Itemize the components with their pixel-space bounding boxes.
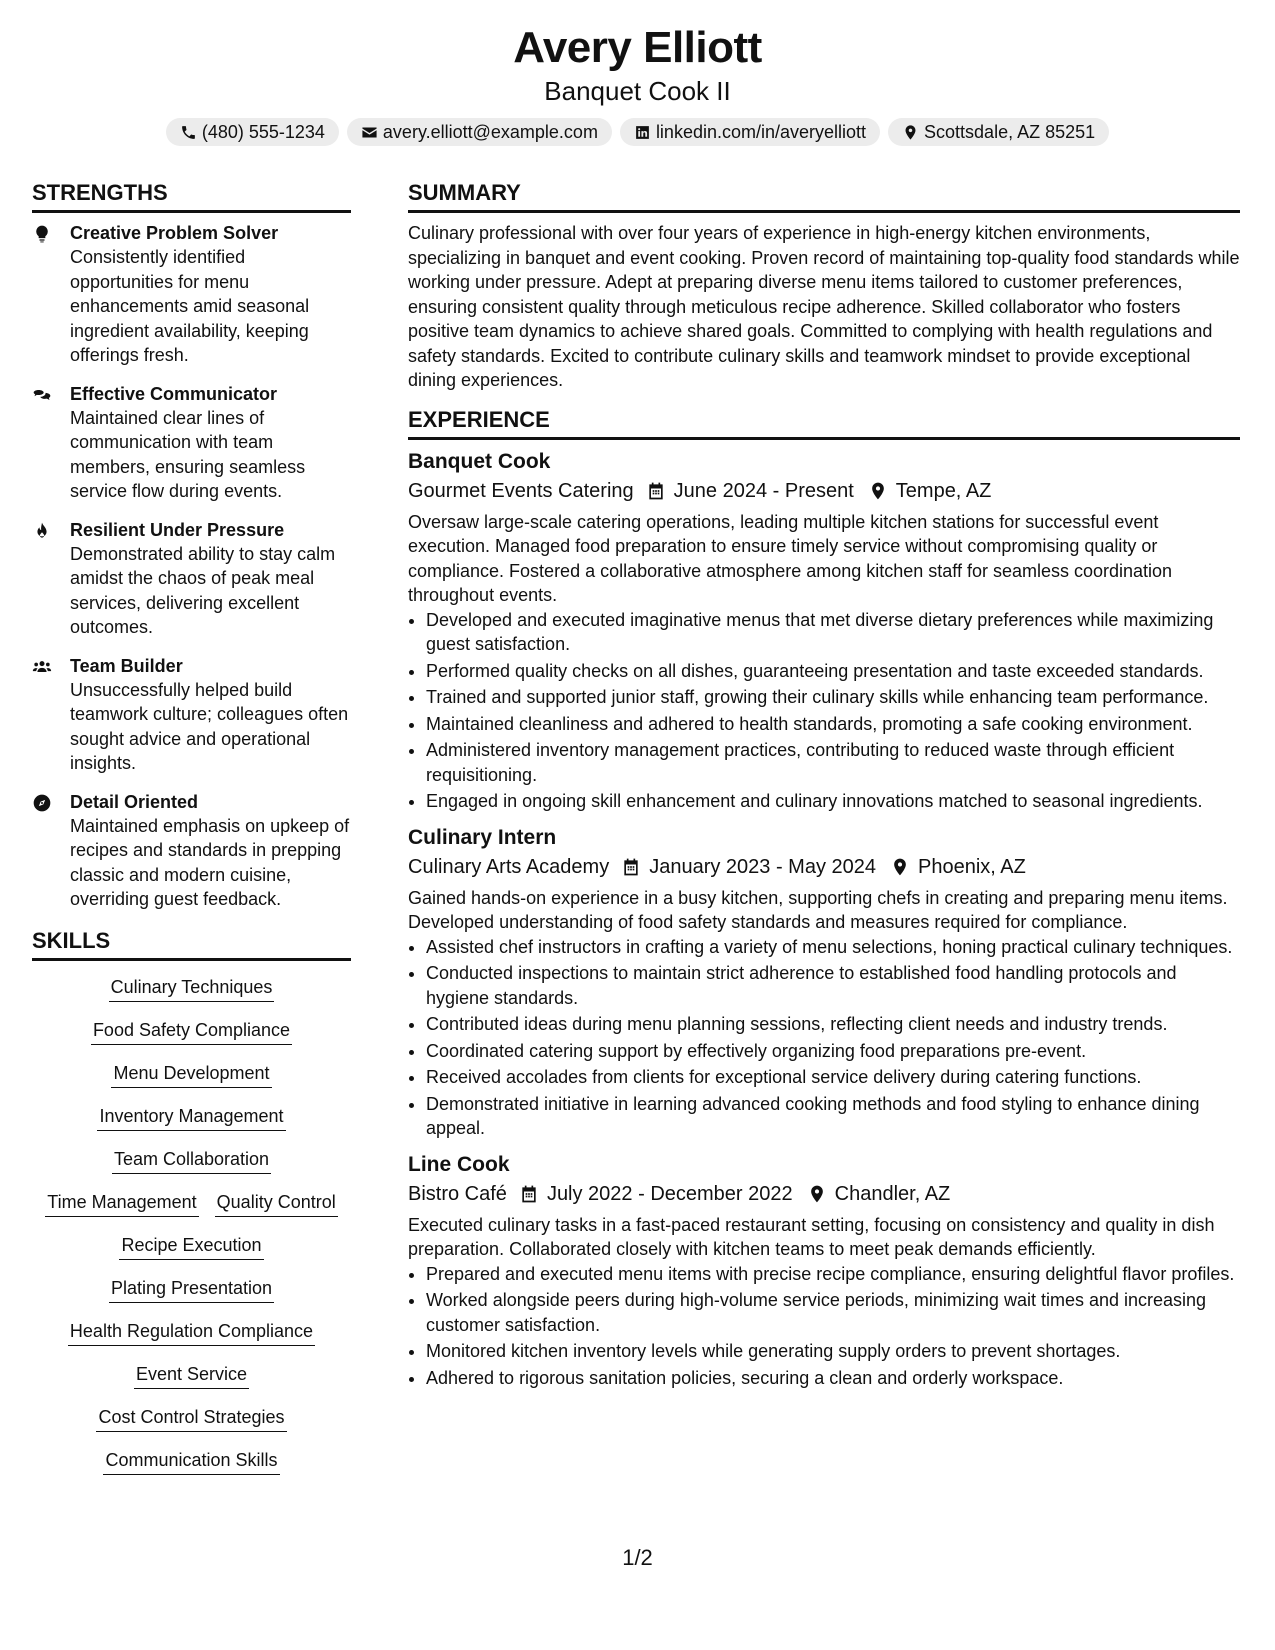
linkedin-icon (634, 124, 651, 141)
skill-tag: Health Regulation Compliance (68, 1319, 315, 1346)
strengths-heading: STRENGTHS (32, 178, 351, 213)
skill-tag: Time Management (45, 1190, 198, 1217)
job-entry (408, 1151, 1240, 1391)
map-pin-icon (868, 481, 888, 501)
job-description: Gained hands-on experience in a busy kitchen, supporting chefs in creating and preparing menu items. Developed understanding of food safety standards and measures required for compliance. (408, 887, 1228, 932)
strength-title: Effective Communicator (70, 383, 278, 404)
experience-heading: EXPERIENCE (408, 405, 1240, 440)
job-location: Chandler, AZ (834, 1182, 951, 1205)
list-item: • Coordinated catering support by effectively organizing food preparations pre-event. (426, 1039, 1240, 1064)
map-pin-icon (902, 124, 919, 141)
summary-text: Culinary professional with over four years of experience in high-energy kitchen environments, specializing in banquet and event cooking. Proven record of maintaining top-quality food standards while working under pressure. Adept at preparing diverse menu items tailored to customer preferences, ensuring consistent quality through meticulous recipe adherence. Skilled collaborator who fosters positive team dynamics to achieve shared goals. Committed to complying with health regulations and safety standards. Excited to contribute culinary skills and teamwork mindset to provide exceptional dining experiences. (408, 223, 1240, 390)
list-item: • Contributed ideas during menu planning sessions, reflecting client needs and industry trends. (426, 1012, 1240, 1037)
skill-tag: Quality Control (215, 1190, 338, 1217)
job-location: Tempe, AZ (895, 479, 992, 502)
skills-heading: SKILLS (32, 926, 351, 961)
job-title: Culinary Intern (408, 825, 557, 849)
skills-list (32, 975, 351, 1475)
strength-title: Team Builder (70, 655, 183, 676)
job-dates: July 2022 - December 2022 (546, 1182, 793, 1205)
list-item: • Conducted inspections to maintain strict adherence to established food handling protocols and hygiene standards. (426, 961, 1240, 1010)
phone-icon (180, 124, 197, 141)
strength-item (32, 654, 351, 776)
contact-phone[interactable] (166, 118, 339, 146)
calendar-icon (621, 857, 641, 877)
phone-text: (480) 555-1234 (201, 122, 325, 142)
strength-desc: Consistently identified opportunities for menu enhancements amid seasonal ingredient availability, keeping offerings fresh. (70, 247, 310, 365)
calendar-icon (646, 481, 666, 501)
contact-linkedin[interactable] (620, 118, 880, 146)
calendar-icon (519, 1184, 539, 1204)
list-item: • Trained and supported junior staff, growing their culinary skills while enhancing team performance. (426, 685, 1240, 710)
job-dates: June 2024 - Present (673, 479, 854, 502)
job-entry (408, 824, 1240, 1141)
right-column (408, 178, 1240, 1400)
page-number: 1/2 (622, 1545, 653, 1570)
list-item: • Adhered to rigorous sanitation policies, securing a clean and orderly workspace. (426, 1366, 1240, 1391)
list-item: • Prepared and executed menu items with precise recipe compliance, ensuring delightful flavor profiles. (426, 1262, 1240, 1287)
skill-tag: Inventory Management (97, 1104, 285, 1131)
map-pin-icon (890, 857, 910, 877)
users-icon (32, 657, 52, 677)
candidate-name: Avery Elliott (513, 23, 762, 72)
resume-header (0, 22, 1275, 146)
job-meta (408, 476, 1240, 506)
list-item: • Assisted chef instructors in crafting a variety of menu selections, honing practical culinary techniques. (426, 935, 1240, 960)
list-item: • Received accolades from clients for exceptional service delivery during catering functions. (426, 1065, 1240, 1090)
skill-tag: Menu Development (111, 1061, 271, 1088)
fire-icon (32, 521, 52, 541)
strength-item (32, 221, 351, 368)
job-meta (408, 1179, 1240, 1209)
job-title: Banquet Cook (408, 449, 551, 473)
strength-title: Detail Oriented (70, 791, 199, 812)
list-item: • Demonstrated initiative in learning advanced cooking methods and food styling to enhance dining appeal. (426, 1092, 1240, 1141)
list-item: • Worked alongside peers during high-volume service periods, minimizing wait times and increasing customer satisfaction. (426, 1288, 1240, 1337)
skill-tag: Food Safety Compliance (91, 1018, 292, 1045)
strength-desc: Unsuccessfully helped build teamwork culture; colleagues often sought advice and operational insights. (70, 679, 349, 773)
candidate-headline: Banquet Cook II (544, 76, 731, 106)
skill-tag: Team Collaboration (112, 1147, 271, 1174)
skill-tag: Recipe Execution (119, 1233, 263, 1260)
strength-desc: Demonstrated ability to stay calm amidst the chaos of peak meal services, delivering excellent outcomes. (70, 543, 336, 637)
job-meta (408, 852, 1240, 882)
job-company: Bistro Café (408, 1182, 507, 1205)
linkedin-text: linkedin.com/in/averyelliott (655, 122, 867, 142)
email-text: avery.elliott@example.com (382, 122, 598, 142)
lightbulb-icon (32, 224, 52, 244)
job-company: Gourmet Events Catering (408, 479, 634, 502)
summary-heading: SUMMARY (408, 178, 1240, 213)
contact-bar (0, 118, 1275, 146)
list-item: • Administered inventory management practices, contributing to reduced waste through efficient requisitioning. (426, 738, 1240, 787)
list-item: • Engaged in ongoing skill enhancement and culinary innovations matched to seasonal ingredients. (426, 789, 1240, 814)
job-location: Phoenix, AZ (918, 855, 1026, 878)
list-item: • Performed quality checks on all dishes, guaranteeing presentation and taste exceeded standards. (426, 659, 1240, 684)
contact-email[interactable] (347, 118, 612, 146)
job-bullets (408, 1262, 1240, 1391)
job-bullets (408, 608, 1240, 814)
list-item: • Developed and executed imaginative menus that met diverse dietary preferences while maximizing guest satisfaction. (426, 608, 1240, 657)
list-item: • Maintained cleanliness and adhered to health standards, promoting a safe cooking environment. (426, 712, 1240, 737)
job-dates: January 2023 - May 2024 (649, 855, 877, 878)
skill-tag: Culinary Techniques (109, 975, 275, 1002)
comments-icon (32, 385, 52, 405)
skill-tag: Event Service (134, 1362, 249, 1389)
job-bullets (408, 935, 1240, 1141)
strength-title: Creative Problem Solver (70, 223, 279, 243)
job-entry (408, 448, 1240, 814)
job-description: Oversaw large-scale catering operations, leading multiple kitchen stations for successful event execution. Managed food preparation to ensure timely service without compromising quality or compliance. Fostered a collaborative atmosphere among kitchen staff for seamless coordination throughout events. (408, 511, 1173, 605)
compass-icon (32, 793, 52, 813)
job-company: Culinary Arts Academy (408, 855, 610, 878)
strength-item (32, 790, 351, 912)
location-text: Scottsdale, AZ 85251 (924, 122, 1096, 142)
envelope-icon (361, 124, 378, 141)
map-pin-icon (807, 1184, 827, 1204)
contact-location (888, 118, 1109, 146)
strength-item (32, 382, 351, 504)
job-title: Line Cook (408, 1152, 510, 1176)
list-item: • Monitored kitchen inventory levels while generating supply orders to prevent shortages. (426, 1339, 1240, 1364)
strength-desc: Maintained emphasis on upkeep of recipes and standards in prepping classic and modern cuisine, overriding guest feedback. (70, 815, 350, 909)
skill-tag: Communication Skills (103, 1448, 279, 1475)
strength-item (32, 518, 351, 640)
strength-desc: Maintained clear lines of communication with team members, ensuring seamless service flow during events. (70, 407, 306, 501)
skill-tag: Plating Presentation (109, 1276, 274, 1303)
job-description: Executed culinary tasks in a fast-paced restaurant setting, focusing on consistency and quality in dish preparation. Collaborated closely with kitchen teams to meet peak demands efficiently. (408, 1214, 1215, 1259)
left-column (32, 178, 351, 1475)
strength-title: Resilient Under Pressure (70, 519, 285, 540)
skill-tag: Cost Control Strategies (96, 1405, 286, 1432)
